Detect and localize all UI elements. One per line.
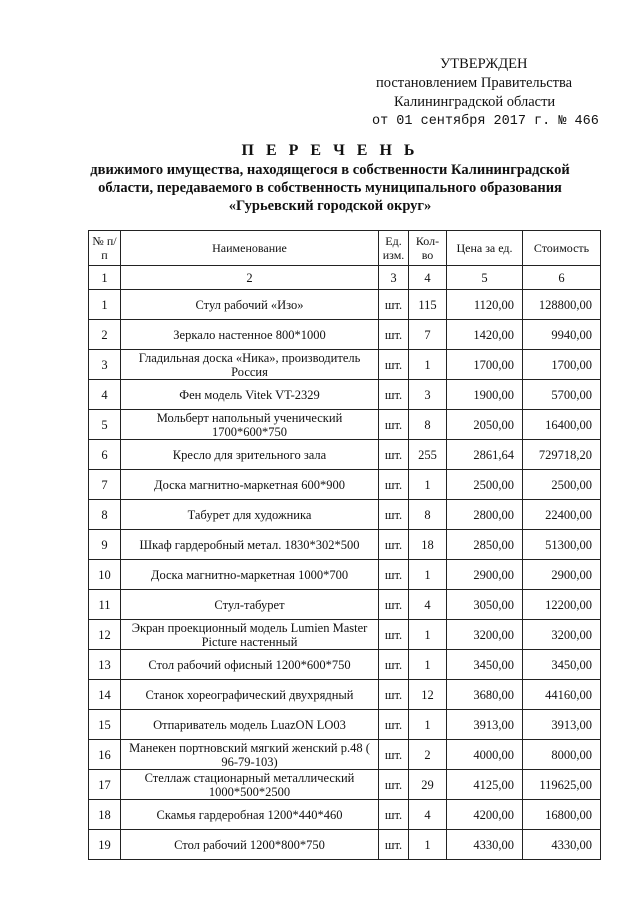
cell-name: Стеллаж стационарный металлический 1000*500*2500 bbox=[121, 770, 379, 800]
table-row bbox=[89, 800, 601, 830]
heading-line-2: области, передаваемого в собственность муниципального образования bbox=[98, 180, 562, 196]
cell-cost: 4330,00 bbox=[523, 830, 601, 860]
cell-num: 3 bbox=[89, 350, 121, 380]
cell-num: 4 bbox=[89, 380, 121, 410]
approval-line-2: Калининградской области bbox=[394, 94, 556, 110]
header-unit: Ед. изм. bbox=[379, 231, 409, 266]
table-row bbox=[89, 470, 601, 500]
cell-price: 3200,00 bbox=[447, 620, 523, 650]
column-numbering-row bbox=[89, 266, 601, 290]
cell-qty: 115 bbox=[409, 290, 447, 320]
cell-qty: 18 bbox=[409, 530, 447, 560]
cell-qty: 4 bbox=[409, 590, 447, 620]
approval-line-1: постановлением Правительства bbox=[376, 75, 573, 91]
cell-qty: 12 bbox=[409, 680, 447, 710]
column-number: 3 bbox=[379, 266, 409, 290]
cell-name: Стул рабочий «Изо» bbox=[121, 290, 379, 320]
cell-qty: 1 bbox=[409, 650, 447, 680]
heading-line-3: «Гурьевский городской округ» bbox=[228, 198, 432, 214]
header-qty: Кол-во bbox=[409, 231, 447, 266]
cell-name: Табурет для художника bbox=[121, 500, 379, 530]
table-row bbox=[89, 350, 601, 380]
cell-name: Отпариватель модель LuazON LO03 bbox=[121, 710, 379, 740]
cell-name: Мольберт напольный ученический 1700*600*750 bbox=[121, 410, 379, 440]
cell-qty: 8 bbox=[409, 410, 447, 440]
cell-name: Стол рабочий 1200*800*750 bbox=[121, 830, 379, 860]
cell-price: 2861,64 bbox=[447, 440, 523, 470]
cell-price: 2050,00 bbox=[447, 410, 523, 440]
cell-name: Стул-табурет bbox=[121, 590, 379, 620]
cell-cost: 2900,00 bbox=[523, 560, 601, 590]
heading-line-1: движимого имущества, находящегося в собственности Калининградской bbox=[90, 162, 570, 178]
cell-cost: 9940,00 bbox=[523, 320, 601, 350]
cell-unit: шт. bbox=[379, 530, 409, 560]
header-price: Цена за ед. bbox=[447, 231, 523, 266]
cell-price: 1900,00 bbox=[447, 380, 523, 410]
column-number: 2 bbox=[121, 266, 379, 290]
cell-price: 1700,00 bbox=[447, 350, 523, 380]
cell-unit: шт. bbox=[379, 440, 409, 470]
cell-cost: 3450,00 bbox=[523, 650, 601, 680]
cell-unit: шт. bbox=[379, 830, 409, 860]
cell-name: Фен модель Vitek VT-2329 bbox=[121, 380, 379, 410]
cell-name: Кресло для зрительного зала bbox=[121, 440, 379, 470]
cell-cost: 119625,00 bbox=[523, 770, 601, 800]
approval-title: УТВЕРЖДЕН bbox=[440, 56, 528, 72]
cell-cost: 3200,00 bbox=[523, 620, 601, 650]
cell-unit: шт. bbox=[379, 770, 409, 800]
header-name: Наименование bbox=[121, 231, 379, 266]
document-title: П Е Р Е Ч Е Н Ь bbox=[241, 142, 419, 159]
cell-price: 4200,00 bbox=[447, 800, 523, 830]
cell-num: 12 bbox=[89, 620, 121, 650]
cell-unit: шт. bbox=[379, 620, 409, 650]
cell-cost: 5700,00 bbox=[523, 380, 601, 410]
cell-cost: 44160,00 bbox=[523, 680, 601, 710]
cell-qty: 7 bbox=[409, 320, 447, 350]
cell-cost: 16800,00 bbox=[523, 800, 601, 830]
cell-name: Стол рабочий офисный 1200*600*750 bbox=[121, 650, 379, 680]
cell-cost: 2500,00 bbox=[523, 470, 601, 500]
cell-price: 1420,00 bbox=[447, 320, 523, 350]
cell-name: Гладильная доска «Ника», производитель Россия bbox=[121, 350, 379, 380]
cell-price: 2500,00 bbox=[447, 470, 523, 500]
cell-unit: шт. bbox=[379, 500, 409, 530]
table-row bbox=[89, 590, 601, 620]
cell-num: 10 bbox=[89, 560, 121, 590]
cell-qty: 8 bbox=[409, 500, 447, 530]
cell-name: Зеркало настенное 800*1000 bbox=[121, 320, 379, 350]
cell-price: 3680,00 bbox=[447, 680, 523, 710]
cell-unit: шт. bbox=[379, 290, 409, 320]
table-row bbox=[89, 650, 601, 680]
table-row bbox=[89, 500, 601, 530]
cell-num: 5 bbox=[89, 410, 121, 440]
column-number: 5 bbox=[447, 266, 523, 290]
document-heading bbox=[60, 141, 600, 215]
cell-name: Манекен портновский мягкий женский р.48 ( 96-79-103) bbox=[121, 740, 379, 770]
cell-num: 18 bbox=[89, 800, 121, 830]
table-row bbox=[89, 440, 601, 470]
cell-qty: 3 bbox=[409, 380, 447, 410]
cell-price: 3913,00 bbox=[447, 710, 523, 740]
cell-unit: шт. bbox=[379, 560, 409, 590]
cell-num: 9 bbox=[89, 530, 121, 560]
approval-stamp bbox=[360, 55, 600, 131]
cell-name: Шкаф гардеробный метал. 1830*302*500 bbox=[121, 530, 379, 560]
table-row bbox=[89, 620, 601, 650]
cell-name: Скамья гардеробная 1200*440*460 bbox=[121, 800, 379, 830]
cell-price: 1120,00 bbox=[447, 290, 523, 320]
cell-unit: шт. bbox=[379, 590, 409, 620]
table-row bbox=[89, 410, 601, 440]
cell-unit: шт. bbox=[379, 350, 409, 380]
cell-cost: 128800,00 bbox=[523, 290, 601, 320]
column-number: 1 bbox=[89, 266, 121, 290]
cell-price: 2800,00 bbox=[447, 500, 523, 530]
column-number: 4 bbox=[409, 266, 447, 290]
cell-name: Станок хореографический двухрядный bbox=[121, 680, 379, 710]
cell-price: 2850,00 bbox=[447, 530, 523, 560]
header-num: № п/п bbox=[89, 231, 121, 266]
cell-price: 4000,00 bbox=[447, 740, 523, 770]
table-header-row bbox=[89, 231, 601, 266]
approval-line-3: от 01 сентября 2017 г. № 466 bbox=[372, 114, 599, 129]
cell-num: 15 bbox=[89, 710, 121, 740]
cell-num: 17 bbox=[89, 770, 121, 800]
cell-unit: шт. bbox=[379, 680, 409, 710]
cell-num: 19 bbox=[89, 830, 121, 860]
cell-num: 16 bbox=[89, 740, 121, 770]
cell-unit: шт. bbox=[379, 800, 409, 830]
cell-price: 3050,00 bbox=[447, 590, 523, 620]
cell-unit: шт. bbox=[379, 380, 409, 410]
cell-cost: 8000,00 bbox=[523, 740, 601, 770]
cell-num: 7 bbox=[89, 470, 121, 500]
cell-name: Доска магнитно-маркетная 1000*700 bbox=[121, 560, 379, 590]
cell-cost: 16400,00 bbox=[523, 410, 601, 440]
cell-price: 3450,00 bbox=[447, 650, 523, 680]
cell-num: 11 bbox=[89, 590, 121, 620]
cell-qty: 1 bbox=[409, 620, 447, 650]
cell-num: 8 bbox=[89, 500, 121, 530]
header-cost: Стоимость bbox=[523, 231, 601, 266]
cell-qty: 1 bbox=[409, 560, 447, 590]
cell-price: 2900,00 bbox=[447, 560, 523, 590]
cell-unit: шт. bbox=[379, 470, 409, 500]
cell-unit: шт. bbox=[379, 710, 409, 740]
cell-qty: 29 bbox=[409, 770, 447, 800]
cell-cost: 3913,00 bbox=[523, 710, 601, 740]
cell-unit: шт. bbox=[379, 740, 409, 770]
cell-qty: 2 bbox=[409, 740, 447, 770]
cell-qty: 1 bbox=[409, 350, 447, 380]
table-row bbox=[89, 680, 601, 710]
cell-num: 6 bbox=[89, 440, 121, 470]
cell-unit: шт. bbox=[379, 320, 409, 350]
cell-cost: 729718,20 bbox=[523, 440, 601, 470]
cell-qty: 1 bbox=[409, 470, 447, 500]
table-row bbox=[89, 740, 601, 770]
cell-num: 1 bbox=[89, 290, 121, 320]
cell-name: Экран проекционный модель Lumien Master Picture настенный bbox=[121, 620, 379, 650]
table-row bbox=[89, 380, 601, 410]
property-table bbox=[88, 230, 601, 860]
cell-qty: 255 bbox=[409, 440, 447, 470]
table-row bbox=[89, 290, 601, 320]
cell-cost: 51300,00 bbox=[523, 530, 601, 560]
cell-cost: 12200,00 bbox=[523, 590, 601, 620]
cell-unit: шт. bbox=[379, 650, 409, 680]
cell-qty: 1 bbox=[409, 710, 447, 740]
cell-qty: 1 bbox=[409, 830, 447, 860]
cell-unit: шт. bbox=[379, 410, 409, 440]
cell-name: Доска магнитно-маркетная 600*900 bbox=[121, 470, 379, 500]
cell-price: 4330,00 bbox=[447, 830, 523, 860]
cell-num: 13 bbox=[89, 650, 121, 680]
column-number: 6 bbox=[523, 266, 601, 290]
cell-num: 14 bbox=[89, 680, 121, 710]
table-row bbox=[89, 530, 601, 560]
cell-qty: 4 bbox=[409, 800, 447, 830]
cell-num: 2 bbox=[89, 320, 121, 350]
table-row bbox=[89, 830, 601, 860]
cell-cost: 1700,00 bbox=[523, 350, 601, 380]
cell-cost: 22400,00 bbox=[523, 500, 601, 530]
table-row bbox=[89, 320, 601, 350]
cell-price: 4125,00 bbox=[447, 770, 523, 800]
table-row bbox=[89, 560, 601, 590]
table-row bbox=[89, 770, 601, 800]
table-row bbox=[89, 710, 601, 740]
